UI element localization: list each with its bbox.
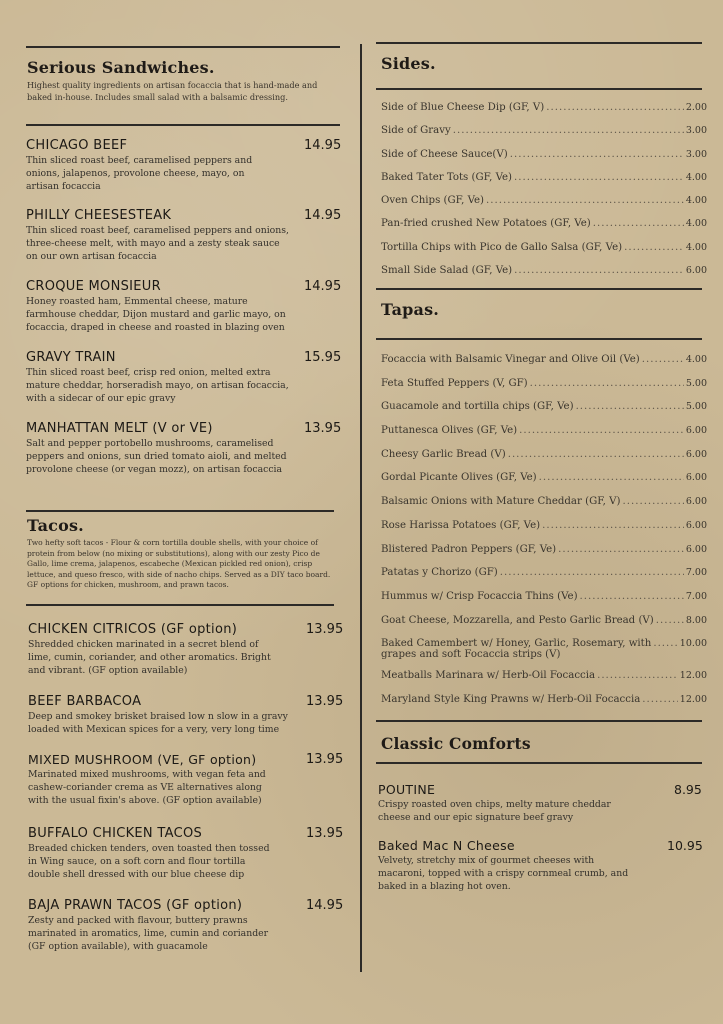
- item-price: 14.95: [304, 138, 342, 153]
- item-name: Hummus w/ Crisp Focaccia Thins (Ve): [381, 590, 578, 602]
- list-item: [381, 425, 707, 449]
- list-item: [381, 544, 707, 568]
- dot-leader: [530, 378, 684, 389]
- item-price: 4.00: [685, 218, 707, 230]
- item-name: Balsamic Onions with Mature Cheddar (GF, V): [381, 496, 621, 508]
- item-name: PHILLY CHEESESTEAK: [26, 208, 172, 223]
- comforts-title: Classic Comforts: [381, 734, 531, 753]
- dot-leader: [519, 425, 684, 436]
- item-price: 13.95: [306, 826, 344, 841]
- item-name: Small Side Salad (GF, Ve): [381, 265, 513, 277]
- item-name: Rose Harissa Potatoes (GF, Ve): [381, 519, 541, 531]
- item-name: BUFFALO CHICKEN TACOS: [28, 826, 203, 841]
- item-name: CROQUE MONSIEUR: [26, 279, 161, 294]
- item-name: Tortilla Chips with Pico de Gallo Salsa (GF, Ve): [381, 241, 623, 253]
- item-name: GRAVY TRAIN: [26, 350, 116, 365]
- item-description: Thin sliced roast beef, crisp red onion, melted extra mature cheddar, horseradish mayo, on artisan focaccia, with a sidecar of our epic gravy: [26, 367, 289, 404]
- tapas-list: [381, 354, 707, 718]
- item-price: 12.00: [679, 693, 707, 705]
- item-description: Thin sliced roast beef, caramelised peppers and onions, jalapenos, provolone cheese, mayo, on artisan focaccia: [26, 155, 253, 192]
- sandwiches-title: Serious Sandwiches.: [27, 58, 215, 77]
- item-description: Deep and smokey brisket braised low n slow in a gravy loaded with Mexican spices for a very, very long time: [28, 711, 288, 735]
- item-price: 6.00: [685, 496, 707, 508]
- list-item: [381, 638, 707, 670]
- dot-leader: [500, 567, 684, 578]
- item-description: Shredded chicken marinated in a secret blend of lime, cumin, coriander, and other aromatics. Bright and vibrant. (GF option available): [28, 639, 271, 676]
- list-item: [381, 670, 707, 694]
- list-item: [381, 567, 707, 591]
- list-item-line: [381, 638, 707, 649]
- dot-leader: [593, 218, 684, 229]
- item-name: Pan-fried crushed New Potatoes (GF, Ve): [381, 218, 591, 230]
- list-item: [381, 378, 707, 402]
- item-price: 3.00: [685, 148, 707, 160]
- item-description: Honey roasted ham, Emmental cheese, mature farmhouse cheddar, Dijon mustard and garlic mayo, on focaccia, draped in cheese and roasted in blazing oven: [26, 296, 286, 333]
- tacos-intro: Two hefty soft tacos - Flour & corn tortilla double shells, with your choice of protein from below (no mixing or substitutions), along with our zesty Pico de Gallo, lime crema, jalapenos, escabeche (Mexican pickled red onion), crisp lettuce, and queso fresco, with side of nacho chips. Served as a DIY taco board. GF options for chicken, mushroom, and prawn tacos.: [27, 538, 331, 590]
- item-name: POUTINE: [378, 782, 436, 797]
- dot-leader: [624, 242, 684, 253]
- item-description: Breaded chicken tenders, oven toasted then tossed in Wing sauce, on a soft corn and flour tortilla double shell dressed with our blue cheese dip: [28, 843, 270, 880]
- menu-item: [26, 421, 342, 476]
- dot-leader: [623, 496, 684, 507]
- rule-sandwiches: [26, 124, 340, 126]
- item-price: 7.00: [685, 590, 707, 602]
- list-item: [381, 694, 707, 718]
- item-name: Side of Blue Cheese Dip (GF, V): [381, 102, 545, 113]
- item-price: 4.00: [685, 241, 707, 253]
- item-name: Side of Gravy: [381, 125, 451, 137]
- list-item: [381, 472, 707, 496]
- list-item: [381, 242, 707, 265]
- item-price: 10.95: [667, 838, 703, 853]
- rule-tacos: [26, 604, 334, 606]
- item-name: MIXED MUSHROOM (VE, GF option): [28, 752, 257, 767]
- menu-item: [26, 208, 342, 263]
- item-price: 5.00: [685, 377, 707, 389]
- item-name: Feta Stuffed Peppers (V, GF): [381, 377, 528, 389]
- list-item: [381, 496, 707, 520]
- item-name: Cheesy Garlic Bread (V): [381, 448, 506, 460]
- menu-item: [28, 694, 344, 736]
- item-name: BAJA PRAWN TACOS (GF option): [28, 898, 243, 913]
- dot-leader: [580, 591, 684, 602]
- item-name: Baked Mac N Cheese: [378, 838, 515, 853]
- item-description: Crispy roasted oven chips, melty mature cheddar cheese and our epic signature beef gravy: [378, 799, 611, 823]
- rule-sides: [376, 88, 702, 90]
- item-description: Velvety, stretchy mix of gourmet cheeses with macaroni, topped with a crispy cornmeal crumb, and baked in a blazing hot oven.: [378, 855, 629, 892]
- item-name: CHICAGO BEEF: [26, 138, 128, 153]
- item-price: 10.00: [679, 638, 707, 650]
- list-item: [381, 520, 707, 544]
- dot-leader: [453, 125, 684, 136]
- tacos-title: Tacos.: [27, 516, 84, 535]
- list-item: [381, 615, 707, 639]
- item-price: 3.00: [685, 125, 707, 137]
- dot-leader: [508, 449, 684, 460]
- item-price: 6.00: [685, 265, 707, 277]
- dot-leader: [558, 544, 684, 555]
- menu-item: [26, 350, 342, 405]
- item-name: Puttanesca Olives (GF, Ve): [381, 425, 518, 437]
- menu-item: [28, 826, 344, 881]
- dot-leader: [539, 472, 684, 483]
- item-price: 5.00: [685, 401, 707, 413]
- menu-item: [28, 898, 344, 953]
- item-price: 14.95: [306, 898, 344, 913]
- item-price: 8.00: [685, 614, 707, 626]
- item-name: Goat Cheese, Mozzarella, and Pesto Garlic Bread (V): [381, 614, 654, 626]
- item-price: 2.00: [685, 102, 707, 113]
- dot-leader: [642, 694, 678, 705]
- item-price: 6.00: [685, 543, 707, 555]
- menu-item: [26, 138, 342, 193]
- dot-leader: [514, 265, 684, 276]
- list-item: [381, 591, 707, 615]
- sandwiches-intro: Highest quality ingredients on artisan focaccia that is hand-made and baked in-house. Includes small salad with a balsamic dressing.: [27, 80, 318, 102]
- item-name-continued: grapes and soft Focaccia strips (V): [381, 649, 561, 661]
- list-item: [381, 172, 707, 195]
- item-price: 4.00: [685, 171, 707, 183]
- item-name: BEEF BARBACOA: [28, 694, 142, 709]
- list-item: [381, 102, 707, 125]
- item-price: 13.95: [304, 421, 342, 436]
- item-price: 6.00: [685, 472, 707, 484]
- item-price: 6.00: [685, 425, 707, 437]
- rule-comforts-top: [376, 720, 702, 722]
- dot-leader: [576, 401, 684, 412]
- item-price: 4.00: [685, 195, 707, 207]
- rule-comforts: [376, 762, 702, 764]
- item-price: 6.00: [685, 519, 707, 531]
- item-price: 13.95: [306, 694, 344, 709]
- dot-leader: [510, 149, 684, 160]
- dot-leader: [542, 520, 684, 531]
- item-name: MANHATTAN MELT (V or VE): [26, 421, 213, 436]
- rule-top-left: [26, 46, 340, 48]
- item-name: Oven Chips (GF, Ve): [381, 195, 485, 207]
- item-name: Meatballs Marinara w/ Herb-Oil Focaccia: [381, 670, 596, 682]
- dot-leader: [656, 615, 684, 626]
- dot-leader: [514, 172, 684, 183]
- item-name: Baked Camembert w/ Honey, Garlic, Rosemary, with: [381, 638, 652, 650]
- item-name: CHICKEN CITRICOS (GF option): [28, 622, 238, 637]
- tapas-title: Tapas.: [381, 300, 440, 319]
- rule-tacos-top: [26, 510, 334, 512]
- sides-title: Sides.: [381, 54, 436, 73]
- item-description: Thin sliced roast beef, caramelised peppers and onions, three-cheese melt, with mayo and a zesty steak sauce on our own artisan focaccia: [26, 225, 289, 262]
- dot-leader: [486, 195, 684, 206]
- list-item: [381, 218, 707, 241]
- dot-leader: [546, 102, 684, 113]
- item-name: Maryland Style King Prawns w/ Herb-Oil Focaccia: [381, 693, 641, 705]
- rule-tapas: [376, 338, 702, 340]
- item-price: 4.00: [685, 354, 707, 365]
- list-item: [381, 449, 707, 473]
- item-name: Blistered Padron Peppers (GF, Ve): [381, 543, 557, 555]
- item-price: 13.95: [306, 622, 344, 637]
- dot-leader: [642, 354, 684, 365]
- item-description: Marinated mixed mushrooms, with vegan feta and cashew-coriander crema as VE alternatives along with the usual fixin's above. (GF option available): [28, 769, 266, 806]
- dot-leader: [653, 638, 677, 649]
- item-description: Zesty and packed with flavour, buttery prawns marinated in aromatics, lime, cumin and coriander (GF option available), with guacamole: [28, 915, 269, 952]
- item-price: 14.95: [304, 279, 342, 294]
- item-price: 6.00: [685, 448, 707, 460]
- list-item: [381, 149, 707, 172]
- item-price: 13.95: [306, 752, 344, 767]
- rule-top-right: [376, 42, 702, 44]
- menu-item: [26, 279, 342, 334]
- item-price: 15.95: [304, 350, 342, 365]
- list-item: [381, 195, 707, 218]
- menu-item: [378, 838, 704, 893]
- item-price: 8.95: [674, 782, 702, 797]
- list-item: [381, 354, 707, 378]
- menu-item: [28, 752, 344, 807]
- menu-item: [378, 782, 704, 824]
- item-price: 14.95: [304, 208, 342, 223]
- dot-leader: [597, 670, 678, 681]
- item-description: Salt and pepper portobello mushrooms, caramelised peppers and onions, sun dried tomato aioli, and melted provolone cheese (or vegan mozz), on artisan focaccia: [26, 438, 287, 475]
- sides-list: [381, 102, 707, 288]
- item-price: 7.00: [685, 567, 707, 579]
- item-name: Patatas y Chorizo (GF): [381, 567, 498, 579]
- menu-item: [28, 622, 344, 677]
- item-name: Guacamole and tortilla chips (GF, Ve): [381, 401, 574, 413]
- list-item: [381, 265, 707, 288]
- list-item: [381, 401, 707, 425]
- item-name: Side of Cheese Sauce(V): [381, 148, 508, 160]
- item-price: 12.00: [679, 670, 707, 682]
- item-name: Gordal Picante Olives (GF, Ve): [381, 472, 537, 484]
- item-name: Baked Tater Tots (GF, Ve): [381, 171, 513, 183]
- list-item: [381, 125, 707, 148]
- item-name: Focaccia with Balsamic Vinegar and Olive Oil (Ve): [381, 354, 640, 365]
- column-divider: [360, 44, 362, 972]
